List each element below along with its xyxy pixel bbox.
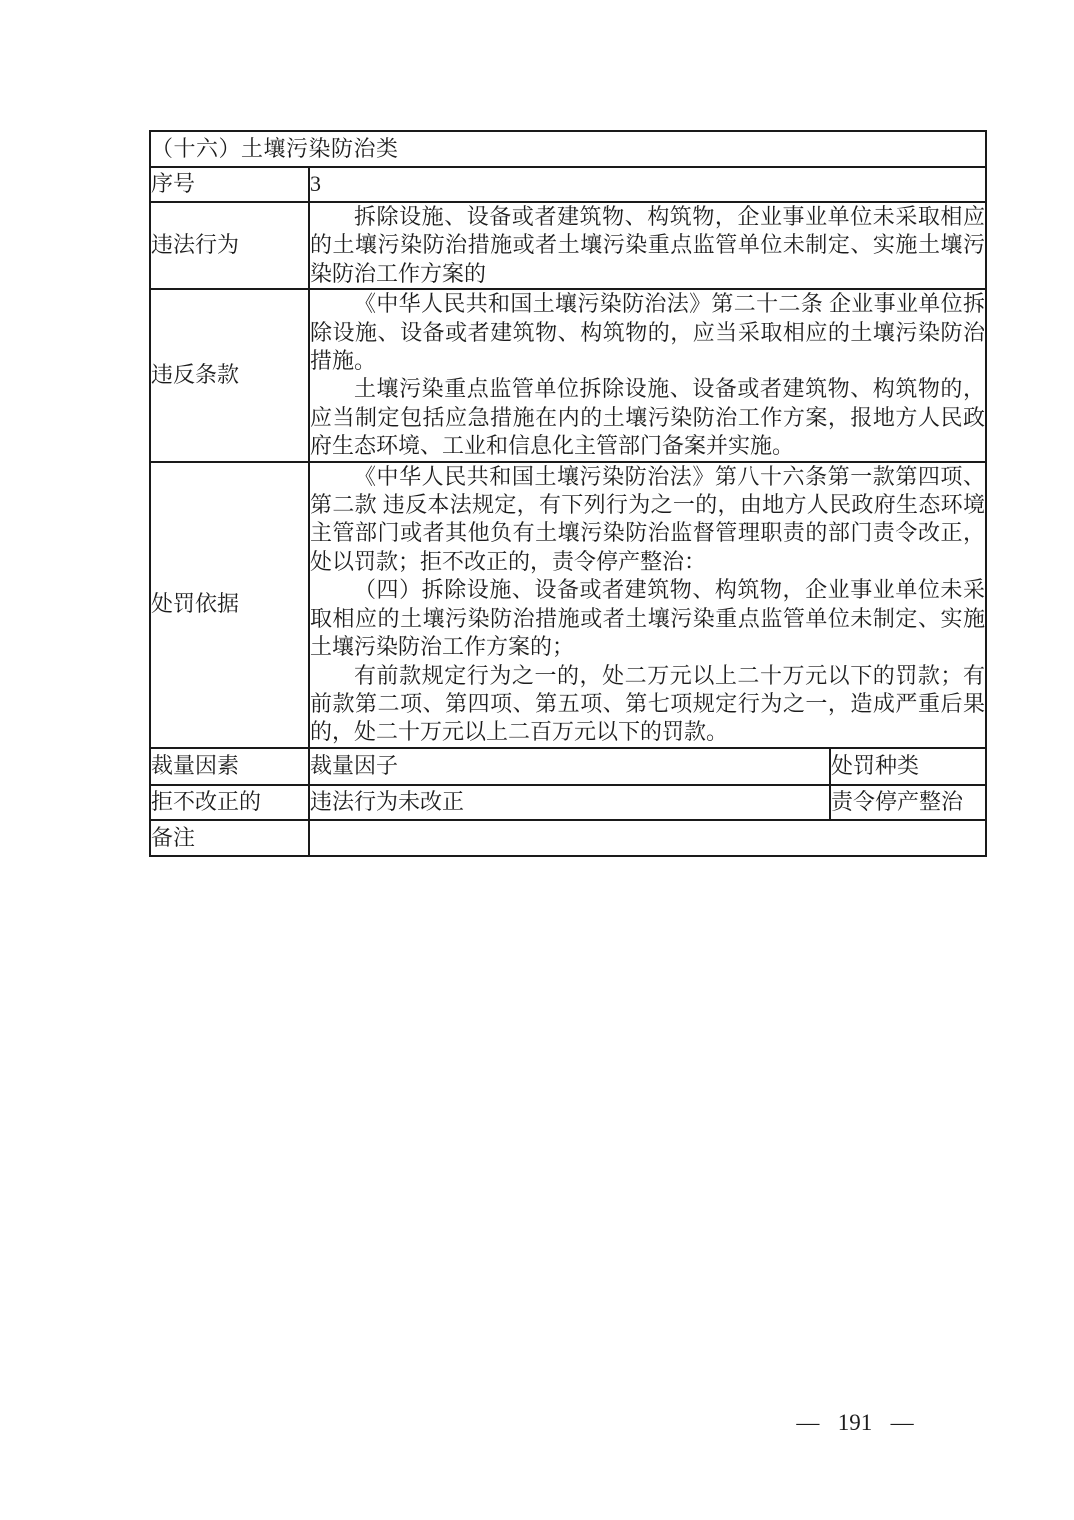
table-row-category bbox=[150, 131, 986, 167]
category-title: （十六）土壤污染防治类 bbox=[150, 131, 986, 167]
serial-label: 序号 bbox=[150, 167, 309, 202]
discretion-subfactor-header: 裁量因子 bbox=[309, 748, 830, 785]
remark-label: 备注 bbox=[150, 820, 309, 856]
penalty-table bbox=[149, 130, 987, 857]
illegal-act-content bbox=[309, 202, 986, 289]
page-number: — 191 — bbox=[796, 1410, 914, 1435]
table-row-penalty-basis bbox=[150, 462, 986, 748]
table-row-violated-clause bbox=[150, 289, 986, 461]
discretion-subfactor-value: 违法行为未改正 bbox=[309, 785, 830, 820]
penalty-basis-label: 处罚依据 bbox=[150, 462, 309, 748]
penalty-type-header: 处罚种类 bbox=[830, 748, 986, 785]
table-row-illegal-act bbox=[150, 202, 986, 289]
discretion-factor-header: 裁量因素 bbox=[150, 748, 309, 785]
penalty-basis-paragraph-2: （四）拆除设施、设备或者建筑物、构筑物，企业事业单位未采取相应的土壤污染防治措施或者土壤污染重点监管单位未制定、实施土壤污染防治工作方案的； bbox=[310, 577, 985, 660]
penalty-basis-content bbox=[309, 462, 986, 748]
penalty-basis-paragraph-3: 有前款规定行为之一的，处二万元以上二十万元以下的罚款；有前款第二项、第四项、第五项、第七项规定行为之一，造成严重后果的，处二十万元以上二百万元以下的罚款。 bbox=[310, 662, 985, 745]
violated-clause-label: 违反条款 bbox=[150, 289, 309, 461]
illegal-act-label: 违法行为 bbox=[150, 202, 309, 289]
discretion-factor-value: 拒不改正的 bbox=[150, 785, 309, 820]
table-row-serial bbox=[150, 167, 986, 202]
table-row-discretion-header bbox=[150, 748, 986, 785]
violated-clause-paragraph-2: 土壤污染重点监管单位拆除设施、设备或者建筑物、构筑物的，应当制定包括应急措施在内的土壤污染防治工作方案，报地方人民政府生态环境、工业和信息化主管部门备案并实施。 bbox=[310, 376, 985, 459]
violated-clause-paragraph-1: 《中华人民共和国土壤污染防治法》第二十二条 企业事业单位拆除设施、设备或者建筑物、构筑物的，应当采取相应的土壤污染防治措施。 bbox=[310, 291, 985, 374]
table-row-remark bbox=[150, 820, 986, 856]
table-row-discretion-data bbox=[150, 785, 986, 820]
penalty-basis-paragraph-1: 《中华人民共和国土壤污染防治法》第八十六条第一款第四项、第二款 违反本法规定，有下列行为之一的，由地方人民政府生态环境主管部门或者其他负有土壤污染防治监督管理职责的部门责令改正，处以罚款；拒不改正的，责令停产整治： bbox=[310, 463, 985, 574]
violated-clause-content bbox=[309, 289, 986, 461]
penalty-type-value: 责令停产整治 bbox=[830, 785, 986, 820]
illegal-act-paragraph: 拆除设施、设备或者建筑物、构筑物，企业事业单位未采取相应的土壤污染防治措施或者土壤污染重点监管单位未制定、实施土壤污染防治工作方案的 bbox=[310, 204, 985, 286]
remark-value bbox=[309, 820, 986, 856]
serial-value: 3 bbox=[309, 167, 986, 202]
